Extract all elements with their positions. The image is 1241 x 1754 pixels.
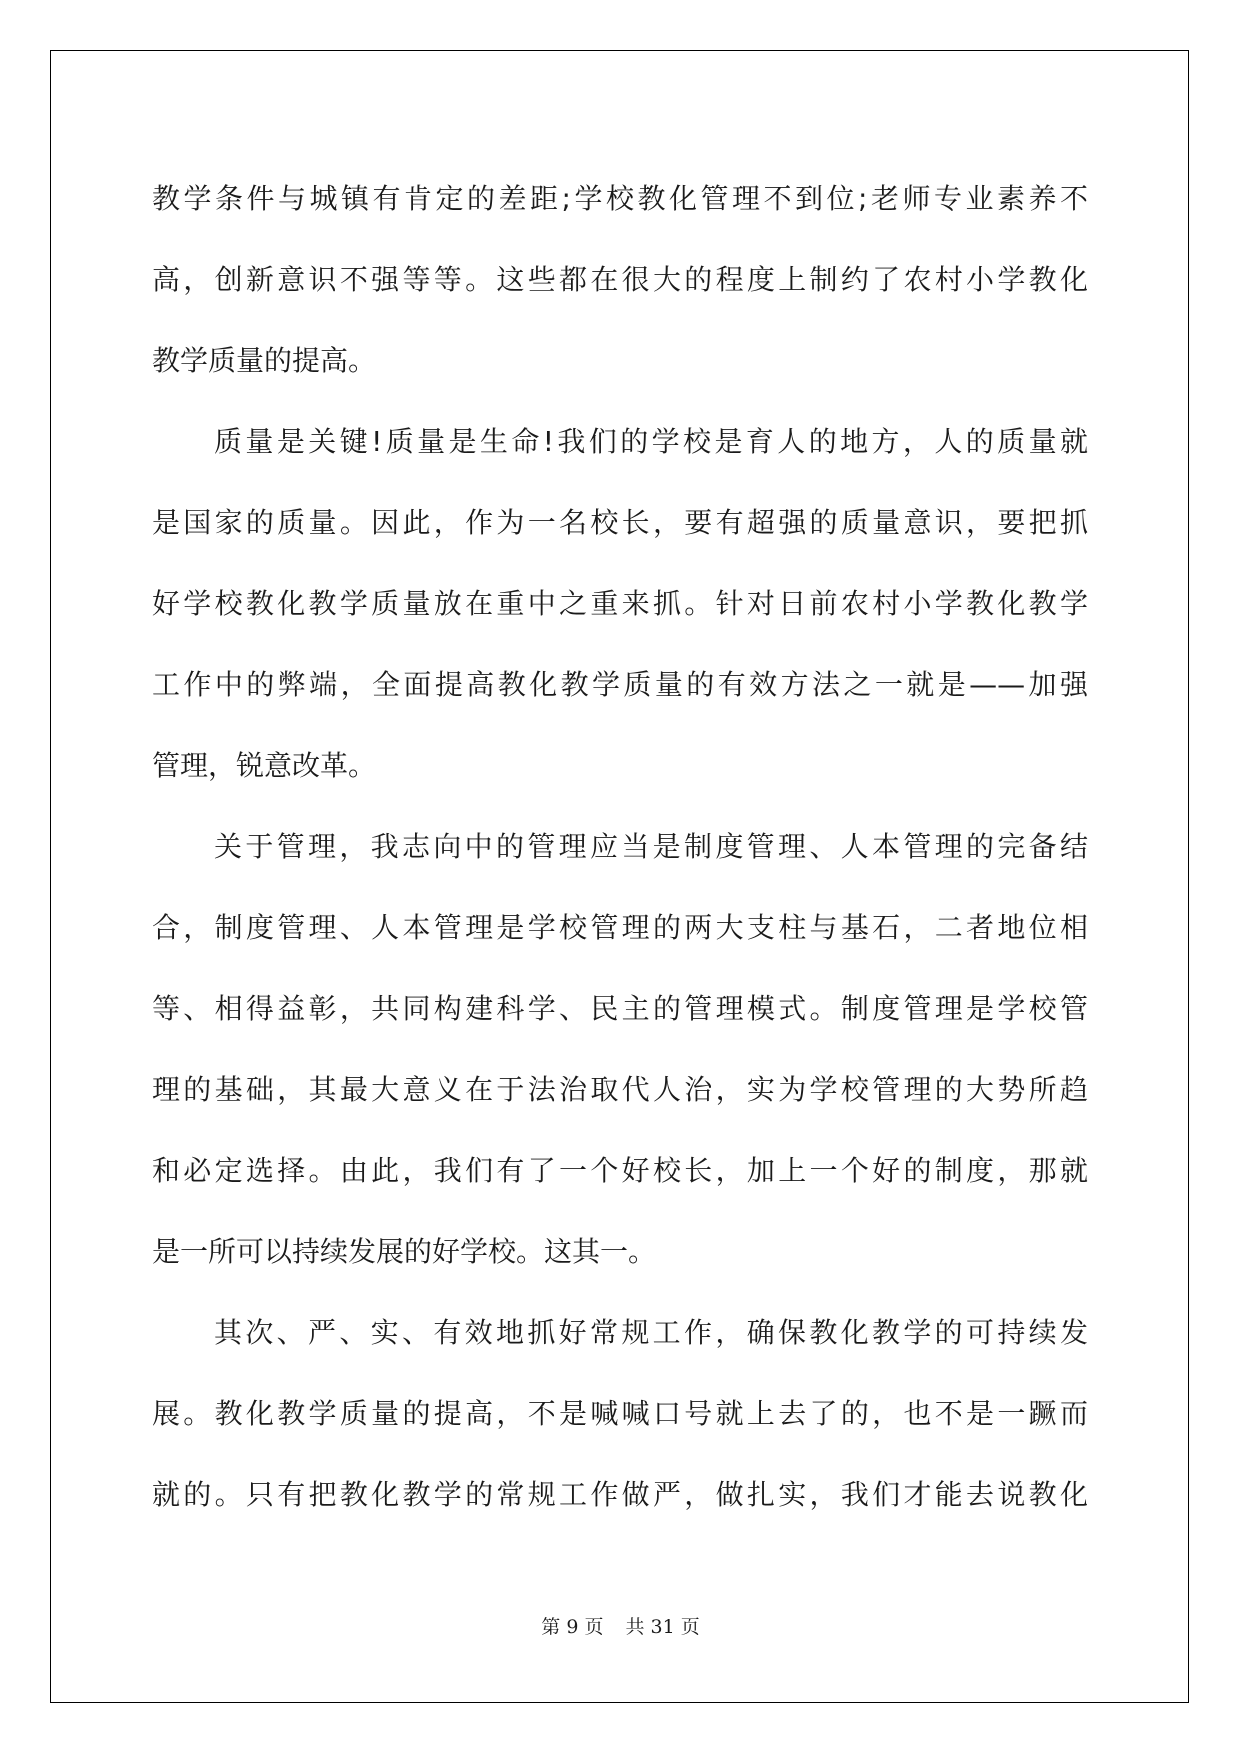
text-line: 理的基础，其最大意义在于法治取代人治，实为学校管理的大势所趋 — [152, 1073, 1088, 1106]
page-footer — [0, 1612, 1241, 1639]
text-line: 就的。只有把教化教学的常规工作做严，做扎实，我们才能去说教化 — [152, 1478, 1088, 1511]
text-line: 好学校教化教学质量放在重中之重来抓。针对日前农村小学教化教学 — [152, 587, 1088, 620]
text-line: 教学质量的提高。 — [152, 344, 377, 377]
text-line: 工作中的弊端，全面提高教化教学质量的有效方法之一就是——加强 — [152, 668, 1088, 701]
text-line: 高，创新意识不强等等。这些都在很大的程度上制约了农村小学教化 — [152, 263, 1088, 296]
text-line: 教学条件与城镇有肯定的差距;学校教化管理不到位;老师专业素养不 — [152, 182, 1088, 215]
text-line: 质量是关键!质量是生命!我们的学校是育人的地方，人的质量就 — [214, 425, 1088, 458]
text-line: 等、相得益彰，共同构建科学、民主的管理模式。制度管理是学校管 — [152, 992, 1088, 1025]
text-line: 管理，锐意改革。 — [152, 749, 377, 782]
text-line: 是国家的质量。因此，作为一名校长，要有超强的质量意识，要把抓 — [152, 506, 1088, 539]
document-body — [152, 158, 1088, 1535]
page-total: 共 31 页 — [625, 1616, 700, 1638]
text-line: 其次、严、实、有效地抓好常规工作，确保教化教学的可持续发 — [214, 1316, 1088, 1349]
text-line: 合，制度管理、人本管理是学校管理的两大支柱与基石，二者地位相 — [152, 911, 1088, 944]
text-line: 关于管理，我志向中的管理应当是制度管理、人本管理的完备结 — [214, 830, 1088, 863]
text-line: 是一所可以持续发展的好学校。这其一。 — [152, 1235, 657, 1268]
text-line: 展。教化教学质量的提高，不是喊喊口号就上去了的，也不是一蹶而 — [152, 1397, 1088, 1430]
page-number: 第 9 页 — [541, 1616, 604, 1638]
text-line: 和必定选择。由此，我们有了一个好校长，加上一个好的制度，那就 — [152, 1154, 1088, 1187]
